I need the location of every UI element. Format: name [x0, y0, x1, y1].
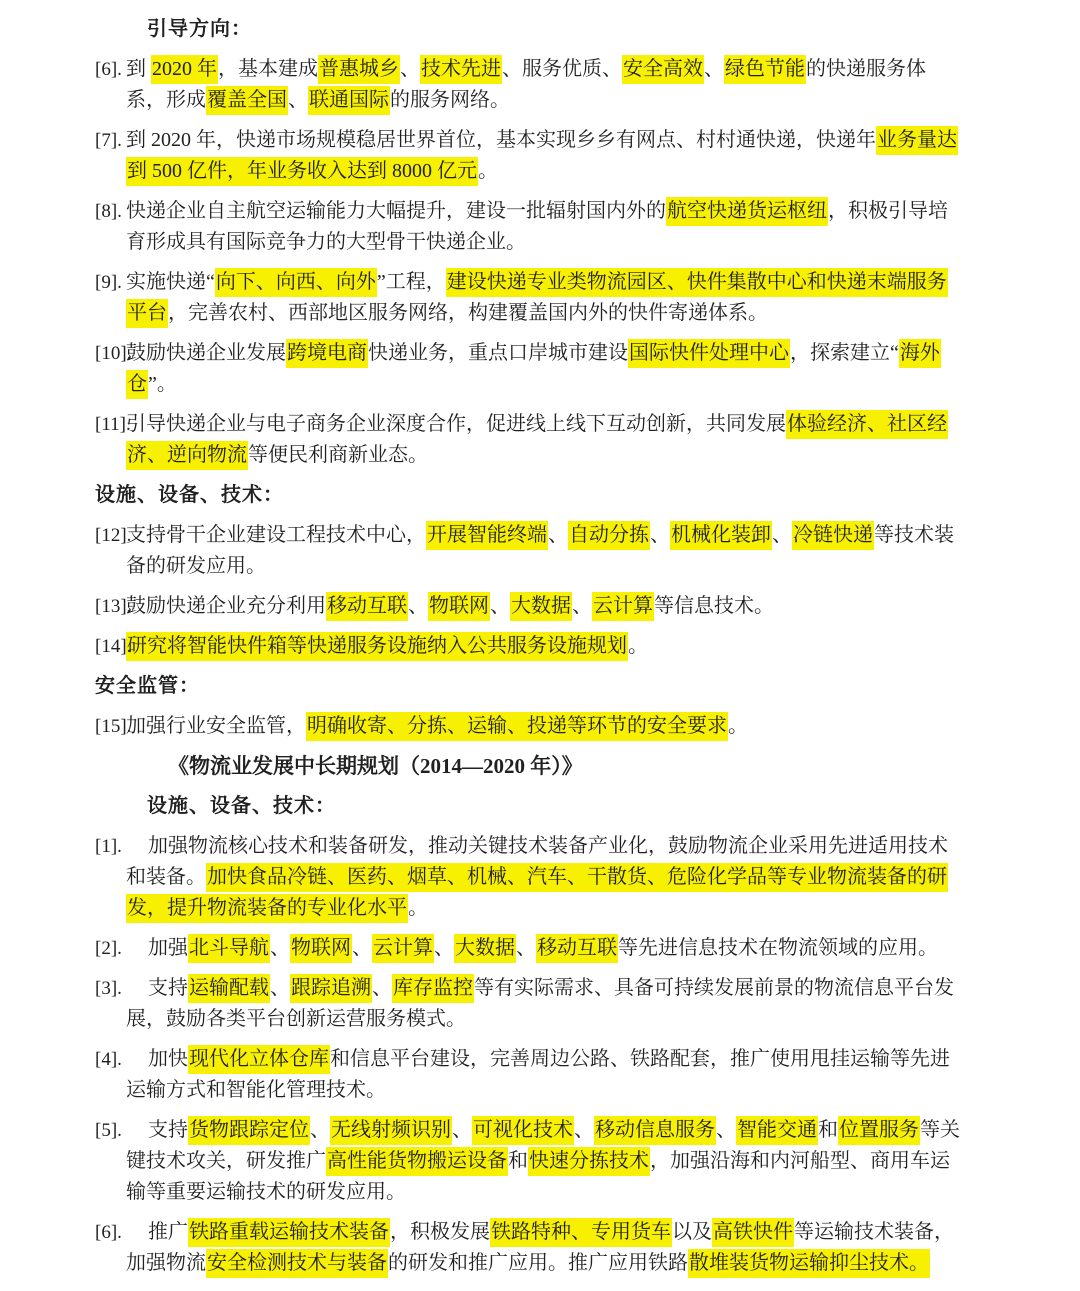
text-run: 支持: [148, 977, 188, 999]
text-run: 到 2020 年，快递市场规模稳居世界首位，基本实现乡乡有网点、村村通快递，快递年: [126, 129, 876, 151]
list-item: [95, 267, 960, 329]
list-item-text: [126, 126, 958, 186]
list-item-text: [126, 339, 941, 399]
list-item-number: [13].: [95, 596, 132, 617]
text-run: 推广: [148, 1221, 188, 1243]
text-run: 等先进信息技术在物流领域的应用。: [618, 937, 938, 959]
list-item-number: [4].: [95, 1049, 122, 1070]
text-run: 加快: [148, 1048, 188, 1070]
document-title: 《物流业发展中长期规划（2014—2020 年）》: [168, 754, 583, 778]
list-item-number: [7].: [95, 130, 122, 151]
text-run: 、: [288, 89, 308, 111]
list-item-text: [126, 521, 954, 577]
text-run: 的快递服务体系，形成: [126, 58, 926, 111]
list-item: [95, 54, 960, 116]
list-item: [95, 520, 960, 582]
highlight-run: 可视化技术: [472, 1116, 574, 1145]
text-run: 和信息平台建设，完善周边公路、铁路配套，推广使用甩挂运输等先进运输方式和智能化管理技术。: [126, 1048, 950, 1101]
text-run: 鼓励快递企业充分利用: [126, 595, 326, 617]
text-run: 、服务优质、: [502, 58, 622, 80]
text-run: 支持骨干企业建设工程技术中心，: [126, 524, 426, 546]
text-run: 支持: [148, 1119, 188, 1141]
highlight-run: 云计算: [592, 592, 654, 621]
highlight-run: 高铁快件: [712, 1218, 794, 1247]
highlight-run: 业务量达到 500 亿件，年业务收入达到 8000 亿元: [126, 126, 958, 186]
text-run: ，基本建成: [218, 58, 318, 80]
list-item-number: [9].: [95, 272, 122, 293]
highlight-run: 跟踪追溯: [290, 974, 372, 1003]
list-item-number: [3].: [95, 978, 122, 999]
text-run: 、: [408, 595, 428, 617]
highlight-run: 库存监控: [392, 974, 474, 1003]
highlight-run: 向下、向西、向外: [215, 268, 377, 297]
text-run: 快递业务，重点口岸城市建设: [368, 342, 628, 364]
highlight-run: 冷链快递: [792, 521, 874, 550]
text-run: 等信息技术。: [654, 595, 774, 617]
highlight-run: 航空快递货运枢纽: [666, 197, 828, 226]
list-item-number: [10].: [95, 343, 132, 364]
highlight-run: 联通国际: [308, 86, 390, 115]
text-run: 和: [818, 1119, 838, 1141]
list-item-number: [11].: [95, 414, 131, 435]
list-item-number: [5].: [95, 1120, 122, 1141]
highlight-run: 货物跟踪定位: [188, 1116, 310, 1145]
section-heading: 设施、设备、技术：: [147, 795, 336, 817]
text-run: 等技术装备的研发应用。: [126, 524, 954, 577]
text-run: 等便民利商新业态。: [248, 444, 428, 466]
text-run: 、: [352, 937, 372, 959]
list-item-number: [1].: [95, 836, 122, 857]
list-item-text: [126, 268, 948, 328]
section-heading: 安全监管：: [95, 675, 200, 697]
list-item: [95, 125, 960, 187]
highlight-run: 物联网: [428, 592, 490, 621]
list-item-text: [126, 55, 926, 115]
list-item-text: [126, 835, 948, 923]
highlight-run: 移动互联: [326, 592, 408, 621]
highlight-run: 体验经济、社区经济、逆向物流: [126, 410, 948, 470]
list-item: [95, 933, 960, 964]
text-run: 加强: [148, 937, 188, 959]
list-item: [95, 409, 960, 471]
text-run: 、: [310, 1119, 330, 1141]
section-heading: 引导方向：: [147, 18, 252, 40]
highlight-run: 技术先进: [420, 55, 502, 84]
highlight-run: 无线射频识别: [330, 1116, 452, 1145]
highlight-run: 安全高效: [622, 55, 704, 84]
list-item-number: [12].: [95, 525, 132, 546]
text-run: ，探索建立“: [790, 342, 899, 364]
highlight-run: 绿色节能: [724, 55, 806, 84]
highlight-run: 明确收寄、分拣、运输、投递等环节的安全要求: [306, 712, 728, 741]
text-run: 加强物流核心技术和装备研发，推动关键技术装备产业化，鼓励物流企业采用先进适用技术和装备。: [126, 835, 948, 888]
text-run: 、: [716, 1119, 736, 1141]
list-item: [95, 338, 960, 400]
text-run: 、: [400, 58, 420, 80]
highlight-run: 普惠城乡: [318, 55, 400, 84]
text-run: 、: [772, 524, 792, 546]
text-run: 鼓励快递企业发展: [126, 342, 286, 364]
highlight-run: 北斗导航: [188, 934, 270, 963]
list-item: [95, 1115, 960, 1208]
text-run: 实施快递“: [126, 271, 215, 293]
highlight-run: 建设快递专业类物流园区、快件集散中心和快递末端服务平台: [126, 268, 948, 328]
list-item-text: [126, 632, 648, 661]
list-item-text: [126, 197, 948, 253]
highlight-run: 自动分拣: [568, 521, 650, 550]
list-item-number: [15].: [95, 716, 132, 737]
highlight-run: 散堆装货物运输抑尘技术。: [688, 1249, 930, 1278]
list-item-text: [126, 592, 774, 621]
highlight-run: 大数据: [454, 934, 516, 963]
highlight-run: 安全检测技术与装备: [206, 1249, 388, 1278]
highlight-run: 移动信息服务: [594, 1116, 716, 1145]
list-item: [95, 196, 960, 258]
list-item: [95, 1044, 960, 1106]
list-item: [95, 591, 960, 622]
highlight-run: 大数据: [510, 592, 572, 621]
text-run: 、: [574, 1119, 594, 1141]
list-item: [95, 711, 960, 742]
highlight-run: 海外仓: [126, 339, 941, 399]
highlight-run: 云计算: [372, 934, 434, 963]
text-run: 以及: [672, 1221, 712, 1243]
text-run: 、: [490, 595, 510, 617]
text-run: 引导快递企业与电子商务企业深度合作，促进线上线下互动创新，共同发展: [126, 413, 786, 435]
text-run: 、: [270, 937, 290, 959]
text-run: 、: [270, 977, 290, 999]
list-item: [95, 631, 960, 662]
highlight-run: 开展智能终端: [426, 521, 548, 550]
list-item: [95, 1217, 960, 1279]
highlight-run: 位置服务: [838, 1116, 920, 1145]
highlight-run: 运输配载: [188, 974, 270, 1003]
highlight-run: 现代化立体仓库: [188, 1045, 330, 1074]
highlight-run: 高性能货物搬运设备: [326, 1147, 508, 1176]
list-item-number: [2].: [95, 938, 122, 959]
text-run: 等运输技术装备，加强物流: [126, 1221, 954, 1274]
text-run: 、: [434, 937, 454, 959]
text-run: 等有实际需求、具备可持续发展前景的物流信息平台发展，鼓励各类平台创新运营服务模式。: [126, 977, 954, 1030]
text-run: 、: [650, 524, 670, 546]
list-item-number: [14].: [95, 636, 132, 657]
text-run: 到: [126, 58, 151, 80]
highlight-run: 铁路重载运输技术装备: [188, 1218, 390, 1247]
text-run: 。: [478, 160, 498, 182]
list-item-text: [126, 974, 954, 1030]
section-heading: 设施、设备、技术：: [95, 484, 284, 506]
text-run: 、: [516, 937, 536, 959]
highlight-run: 2020 年: [151, 55, 218, 84]
text-run: 、: [704, 58, 724, 80]
text-run: ，完善农村、西部地区服务网络，构建覆盖国内外的快件寄递体系。: [168, 302, 768, 324]
highlight-run: 智能交通: [736, 1116, 818, 1145]
highlight-run: 铁路特种、专用货车: [490, 1218, 672, 1247]
text-run: 、: [572, 595, 592, 617]
highlight-run: 快速分拣技术: [528, 1147, 650, 1176]
highlight-run: 跨境电商: [286, 339, 368, 368]
text-run: ，加强沿海和内河船型、商用车运输等重要运输技术的研发应用。: [126, 1150, 950, 1203]
highlight-run: 移动互联: [536, 934, 618, 963]
highlight-run: 机械化装卸: [670, 521, 772, 550]
highlight-run: 研究将智能快件箱等快递服务设施纳入公共服务设施规划: [126, 632, 628, 661]
list-item-text: [126, 1218, 954, 1278]
list-item: [95, 973, 960, 1035]
list-item-text: [126, 410, 948, 470]
text-run: 、: [372, 977, 392, 999]
list-item: [95, 831, 960, 924]
text-run: 。: [628, 635, 648, 657]
text-run: 、: [452, 1119, 472, 1141]
text-run: ”。: [148, 373, 177, 395]
text-run: 。: [728, 715, 748, 737]
text-run: 加强行业安全监管，: [126, 715, 306, 737]
list-item-number: [8].: [95, 201, 122, 222]
highlight-run: 物联网: [290, 934, 352, 963]
highlight-run: 国际快件处理中心: [628, 339, 790, 368]
text-run: 、: [548, 524, 568, 546]
text-run: 。: [408, 897, 428, 919]
list-item-text: [126, 712, 748, 741]
text-run: 的服务网络。: [390, 89, 510, 111]
text-run: ”工程，: [376, 271, 446, 293]
text-run: 等关键技术攻关，研发推广: [126, 1119, 960, 1172]
list-item-text: [126, 1116, 960, 1203]
highlight-run: 加快食品冷链、医药、烟草、机械、汽车、干散货、危险化学品等专业物流装备的研发，提升物流装备的专业化水平: [126, 863, 948, 923]
text-run: 的研发和推广应用。推广应用铁路: [388, 1252, 688, 1274]
list-item-text: [126, 1045, 950, 1101]
highlight-run: 覆盖全国: [206, 86, 288, 115]
list-item-number: [6].: [95, 1222, 122, 1243]
list-item-number: [6].: [95, 59, 122, 80]
text-run: ，积极引导培育形成具有国际竞争力的大型骨干快递企业。: [126, 200, 948, 253]
text-run: 快递企业自主航空运输能力大幅提升，建设一批辐射国内外的: [126, 200, 666, 222]
list-item-text: [148, 934, 938, 963]
text-run: 和: [508, 1150, 528, 1172]
text-run: ，积极发展: [390, 1221, 490, 1243]
